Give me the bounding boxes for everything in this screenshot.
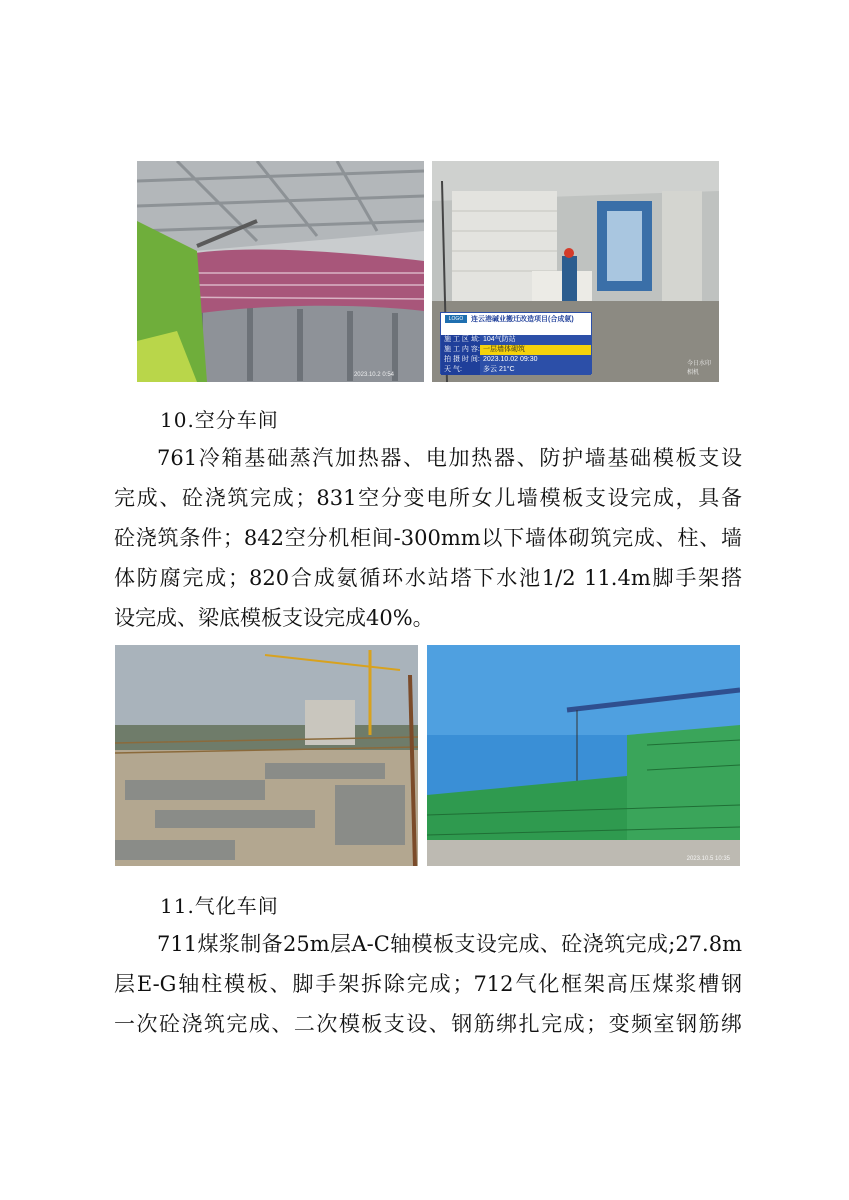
- paragraph-line: 体防腐完成；820合成氨循环水站塔下水池1/2 11.4m脚手架搭: [114, 566, 742, 590]
- paragraph-line: 完成、砼浇筑完成；831空分变电所女儿墙模板支设完成，具备: [114, 486, 742, 510]
- photo-timestamp: 2023.10.2 0:54: [353, 372, 394, 378]
- company-logo-icon: LOGO: [445, 315, 467, 323]
- section-heading-11: 11.气化车间: [160, 894, 279, 918]
- photo-timestamp: 2023.10.5 10:35: [686, 856, 730, 862]
- paragraph-line: 层E-G轴柱模板、脚手架拆除完成；712气化框架高压煤浆槽钢: [114, 972, 742, 996]
- photo-steel-roof-hall: [137, 161, 424, 382]
- photo-watermark-card: [440, 312, 592, 374]
- watermark-row: 天 气: 多云 21°C: [441, 365, 591, 375]
- paragraph-line: 761冷箱基础蒸汽加热器、电加热器、防护墙基础模板支设: [157, 446, 742, 470]
- watermark-row: 拍 摄 时 间: 2023.10.02 09:30: [441, 355, 591, 365]
- section-heading-10: 10.空分车间: [160, 408, 279, 432]
- watermark-title: 连云港碱业搬迁改造项目(合成氨): [471, 316, 574, 323]
- camera-app-mark: 今日水印 相机: [686, 361, 711, 376]
- paragraph-line: 一次砼浇筑完成、二次模板支设、钢筋绑扎完成；变频室钢筋绑: [114, 1012, 742, 1036]
- photo-block-wall: [432, 161, 719, 382]
- paragraph-line: 711煤浆制备25m层A-C轴模板支设完成、砼浇筑完成;27.8m: [157, 932, 742, 956]
- watermark-row: 施 工 区 域: 104气防站: [441, 335, 591, 345]
- watermark-row: 施 工 内 容: 一层墙体砌筑: [441, 345, 591, 355]
- section-11-paragraph: [114, 924, 742, 1044]
- section-10-paragraph: [114, 438, 742, 638]
- photo-scaffold-crane: [427, 645, 740, 866]
- paragraph-line: 设完成、梁底模板支设完成40%。: [114, 606, 434, 630]
- photo-foundation-site: [115, 645, 418, 866]
- paragraph-line: 砼浇筑条件；842空分机柜间-300mm以下墙体砌筑完成、柱、墙: [114, 526, 742, 550]
